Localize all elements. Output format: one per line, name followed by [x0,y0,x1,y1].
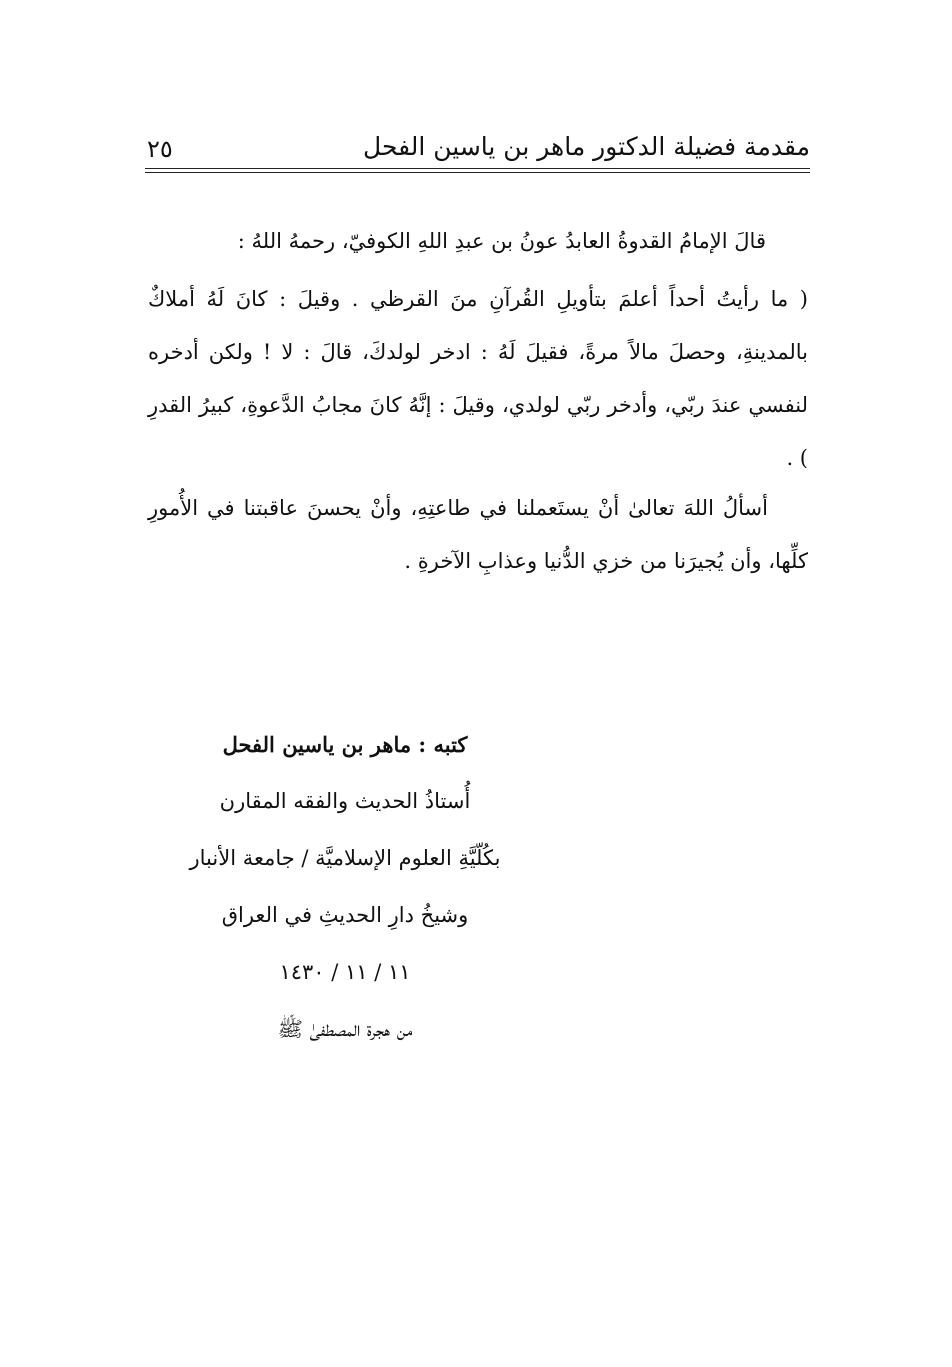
quote-paragraph: ( ما رأيتُ أحداً أعلمَ بتأويلِ القُرآنِ منَ القرظي . وقيلَ : كانَ لَهُ أملاكٌ بالمدينةِ، وحصلَ مالاً مرةً، فقيلَ لَهُ : ادخر لولدكَ، قالَ : لا ! ولكن أدخره لنفسي عندَ ربّي، وأدخر ربّي لولدي، وقيلَ : إنَّهُ كانَ مجابُ الدَّعوةِ، كبيرُ القدرِ ) . [148,287,808,470]
signature-title-line-2: بكُلّيَّةِ العلوم الإسلاميَّة / جامعة الأنبار [189,846,501,870]
header-rule-thin [145,172,810,173]
signature-title-line-3: وشيخُ دارِ الحديثِ في العراق [221,903,469,927]
signature-author: كتبه : ماهر بن ياسين الفحل [222,732,468,757]
signature-block [150,716,540,1058]
header-rule [145,168,810,169]
prayer-paragraph: أسألُ اللهَ تعالىٰ أنْ يستَعملنا في طاعتِهِ، وأنْ يحسنَ عاقبتنا في الأُمورِ كلِّها، وأن يُجيرَنا من خزي الدُّنيا وعذابِ الآخرةِ . [148,496,808,573]
running-header [145,130,810,170]
signature-closing: من هجرة المصطفىٰ ﷺ [277,1017,413,1041]
signature-date: ١١ / ١١ / ١٤٣٠ [279,960,411,984]
intro-paragraph: قالَ الإمامُ القدوةُ العابدُ عونُ بن عبدِ اللهِ الكوفيّ، رحمهُ اللهُ : [237,229,766,253]
signature-title-line-1: أُستاذُ الحديث والفقه المقارن [219,789,471,813]
page-number: ٢٥ [147,135,173,163]
header-title: مقدمة فضيلة الدكتور ماهر بن ياسين الفحل [363,132,810,161]
